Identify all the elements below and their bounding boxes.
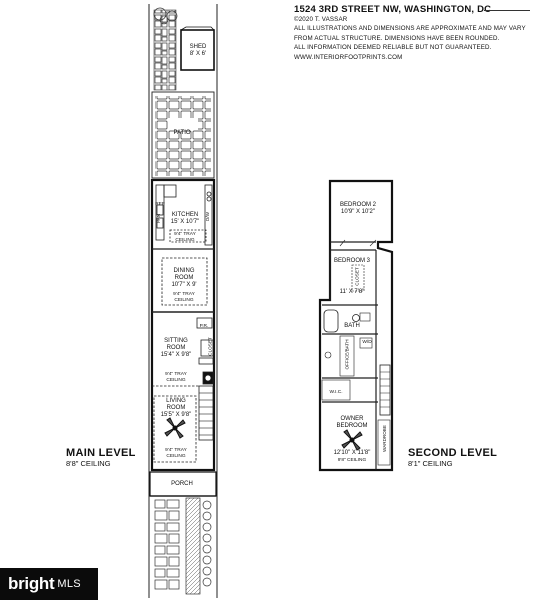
ceiling-fan-icon-second: [342, 430, 362, 450]
dining-ceiling-label: 9'4" TRAY CEILING: [173, 292, 195, 303]
copyright-text: ©2020 T. VASSAR: [294, 16, 348, 23]
property-address: 1524 3RD STREET NW, WASHINGTON, DC: [294, 4, 492, 15]
bedroom3-label: BEDROOM 3: [333, 258, 371, 264]
main-level-ceiling: 8'8" CEILING: [66, 459, 111, 468]
pr-label: P.R.: [199, 324, 209, 329]
kitchen-label: KITCHEN 15' X 10'7": [170, 212, 200, 226]
owner-bedroom-ceiling: 9'8" CEILING: [337, 458, 367, 463]
wic-label: W.I.C.: [329, 390, 343, 395]
bedroom3-dims: 11' X 7'8": [339, 289, 365, 295]
dining-label: DINING ROOM 10'7" X 9': [171, 268, 197, 289]
main-level-heading: [66, 447, 136, 468]
second-level-title: SECOND LEVEL: [408, 447, 498, 459]
ceiling-fan-icon: [165, 418, 185, 438]
living-ceiling-label: 9'4" TRAY CEILING: [165, 448, 187, 459]
disclaimer-line-2: FROM ACTUAL STRUCTURE. DIMENSIONS HAVE BEEN ROUNDED.: [294, 34, 500, 42]
bright-mls-logo: [0, 568, 98, 600]
office-bath-label: OFFICE/BATH: [344, 339, 350, 370]
logo-main-text: bright: [8, 574, 55, 593]
bath-label: BATH: [344, 323, 360, 329]
kitchen-ceiling-label: 9'4" TRAY CEILING: [174, 232, 196, 243]
patio-label: PATIO: [173, 130, 191, 136]
owner-bedroom-label: OWNER BEDROOM: [336, 416, 368, 430]
second-level-heading: [408, 447, 497, 468]
dw-label: D/W: [204, 212, 210, 221]
logo-sub-text: MLS: [57, 578, 81, 590]
website-text: WWW.INTERIORFOOTPRINTS.COM: [294, 53, 403, 61]
disclaimer-line-1: ALL ILLUSTRATIONS AND DIMENSIONS ARE APPROXIMATE AND MAY VARY: [294, 25, 526, 33]
sitting-ceiling-label: 9'4" TRAY CEILING: [165, 372, 187, 383]
wd-label: W/D: [362, 340, 372, 345]
owner-bedroom-dims: 12'10" X 11'8": [333, 450, 371, 456]
living-label: LIVING ROOM 15'5" X 9'8": [160, 398, 192, 419]
main-level-title: MAIN LEVEL: [66, 447, 136, 459]
yard-stone-path: [154, 8, 177, 90]
bedroom3-closet-label: CLOSET: [354, 267, 360, 286]
porch-label: PORCH: [171, 481, 193, 487]
front-yard: [155, 498, 211, 594]
pan-label: PAN: [156, 213, 162, 224]
disclaimer-line-3: ALL INFORMATION DEEMED RELIABLE BUT NOT GUARANTEED.: [294, 44, 492, 52]
wardrobe-label: WARDROBE: [381, 425, 387, 452]
second-level-ceiling: 8'1" CEILING: [408, 459, 453, 468]
closet-label: CLOSET: [207, 337, 213, 356]
sitting-label: SITTING ROOM 15'4" X 9'8": [160, 338, 192, 359]
ref-label: REF: [155, 202, 165, 207]
bedroom2-label: BEDROOM 2 10'9" X 10'2": [339, 202, 377, 216]
shed-label: SHED 8' X 6': [189, 44, 207, 58]
